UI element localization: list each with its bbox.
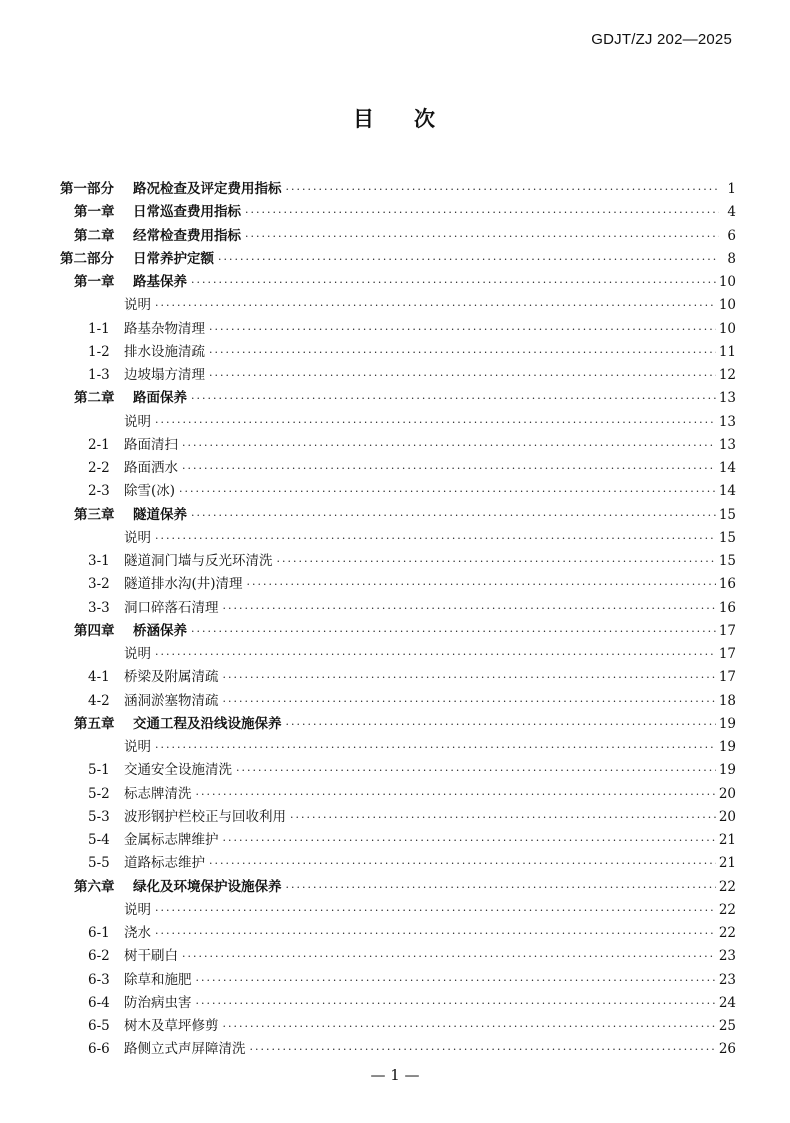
toc-entry-page: 18 xyxy=(718,692,736,709)
toc-entry[interactable] xyxy=(60,783,736,806)
toc-entry-page: 1 xyxy=(727,181,736,197)
toc-entry-number: 6-6 xyxy=(88,1041,110,1058)
toc-entry-label: 边坡塌方清理 xyxy=(124,367,205,383)
toc-entry-page: 20 xyxy=(718,808,736,825)
toc-entry[interactable] xyxy=(60,899,736,922)
toc-entry[interactable] xyxy=(60,1038,736,1061)
toc-entry-label: 日常养护定额 xyxy=(133,250,214,267)
toc-entry[interactable] xyxy=(60,294,736,317)
document-code: GDJT/ZJ 202—2025 xyxy=(591,31,732,48)
toc-entry[interactable] xyxy=(60,550,736,573)
toc-entry-label: 路侧立式声屏障清洗 xyxy=(124,1041,246,1058)
toc-entry[interactable] xyxy=(60,341,736,364)
toc-entry-label: 说明 xyxy=(124,901,151,918)
toc-entry[interactable] xyxy=(60,411,736,434)
toc-entry-number: 6-5 xyxy=(88,1018,110,1034)
dot-leader xyxy=(155,736,716,759)
toc-entry-page: 12 xyxy=(718,367,736,383)
dot-leader xyxy=(191,504,716,527)
toc-entry-label: 标志牌清洗 xyxy=(124,785,192,802)
dot-leader xyxy=(209,364,716,387)
toc-entry-page: 15 xyxy=(718,506,736,523)
toc-entry-page: 6 xyxy=(727,227,736,244)
dot-leader xyxy=(155,899,716,922)
toc-entry[interactable] xyxy=(60,736,736,759)
toc-entry-label: 树木及草坪修剪 xyxy=(124,1018,219,1034)
toc-entry-page: 19 xyxy=(718,762,736,779)
toc-entry-page: 17 xyxy=(718,646,736,662)
toc-entry[interactable] xyxy=(60,527,736,550)
toc-entry-number: 第一部分 xyxy=(60,181,114,197)
toc-entry[interactable] xyxy=(60,922,736,945)
dot-leader xyxy=(286,178,720,201)
dot-leader xyxy=(209,318,716,341)
dot-leader xyxy=(209,852,716,875)
toc-entry[interactable] xyxy=(60,1015,736,1038)
title-char-2: 次 xyxy=(414,107,437,131)
toc-entry-label: 防治病虫害 xyxy=(124,994,192,1011)
toc-entry-page: 19 xyxy=(718,715,736,732)
toc-entry-label: 说明 xyxy=(124,739,151,755)
toc-entry[interactable] xyxy=(60,829,736,852)
toc-entry[interactable] xyxy=(60,597,736,620)
dot-leader xyxy=(247,573,716,596)
toc-entry-label: 排水设施清疏 xyxy=(124,343,205,360)
dot-leader xyxy=(223,597,716,620)
toc-entry-page: 16 xyxy=(718,599,736,616)
toc-entry-number: 第二章 xyxy=(74,390,115,407)
toc-entry-label: 路况检查及评定费用指标 xyxy=(133,181,282,197)
toc-entry-number: 第一章 xyxy=(74,204,115,221)
dot-leader xyxy=(250,1038,716,1061)
toc-entry[interactable] xyxy=(60,364,736,387)
dot-leader xyxy=(286,713,716,736)
toc-entry[interactable] xyxy=(60,248,736,271)
dot-leader xyxy=(196,969,716,992)
toc-entry[interactable] xyxy=(60,666,736,689)
dot-leader xyxy=(182,945,716,968)
toc-entry[interactable] xyxy=(60,573,736,596)
toc-entry[interactable] xyxy=(60,690,736,713)
toc-entry-number: 5-4 xyxy=(88,832,110,848)
toc-entry-label: 金属标志牌维护 xyxy=(124,832,219,848)
dot-leader xyxy=(155,294,716,317)
toc-entry-label: 涵洞淤塞物清疏 xyxy=(124,692,219,709)
toc-entry-number: 4-1 xyxy=(88,669,110,686)
toc-entry[interactable] xyxy=(60,318,736,341)
toc-entry-number: 第二章 xyxy=(74,227,115,244)
toc-entry-page: 17 xyxy=(718,622,736,639)
toc-entry-label: 除雪(冰) xyxy=(124,483,176,500)
dot-leader xyxy=(155,643,716,666)
toc-entry[interactable] xyxy=(60,201,736,224)
toc-entry-label: 说明 xyxy=(124,646,151,662)
toc-entry-number: 6-3 xyxy=(88,971,110,988)
toc-entry-number: 第三章 xyxy=(74,506,115,523)
dot-leader xyxy=(155,527,716,550)
toc-entry[interactable] xyxy=(60,852,736,875)
dot-leader xyxy=(286,876,716,899)
toc-entry[interactable] xyxy=(60,992,736,1015)
toc-entry-number: 5-5 xyxy=(88,855,110,872)
toc-entry-page: 14 xyxy=(718,460,736,476)
toc-entry-page: 15 xyxy=(718,529,736,546)
toc-entry-number: 3-2 xyxy=(88,576,110,593)
toc-entry-number: 2-2 xyxy=(88,460,110,476)
toc-entry-label: 浇水 xyxy=(124,925,151,941)
toc-entry-page: 21 xyxy=(718,855,736,872)
toc-entry-number: 第六章 xyxy=(74,878,115,895)
table-of-contents xyxy=(60,178,736,1062)
toc-entry-number: 5-2 xyxy=(88,785,110,802)
toc-entry-number: 第四章 xyxy=(74,622,115,639)
toc-entry-label: 隧道保养 xyxy=(133,506,187,523)
toc-entry[interactable] xyxy=(60,434,736,457)
dot-leader xyxy=(191,271,716,294)
toc-entry-page: 25 xyxy=(718,1018,736,1034)
toc-entry-page: 13 xyxy=(718,390,736,407)
toc-entry-label: 路面保养 xyxy=(133,390,187,407)
toc-entry-number: 1-2 xyxy=(88,343,110,360)
dot-leader xyxy=(182,434,716,457)
toc-entry-label: 隧道排水沟(井)清理 xyxy=(124,576,243,593)
toc-entry-label: 除草和施肥 xyxy=(124,971,192,988)
toc-entry-page: 16 xyxy=(718,576,736,593)
toc-entry-label: 说明 xyxy=(124,413,151,430)
toc-entry[interactable] xyxy=(60,713,736,736)
toc-entry-label: 洞口碎落石清理 xyxy=(124,599,219,616)
toc-entry-page: 22 xyxy=(718,878,736,895)
dot-leader xyxy=(179,480,716,503)
toc-entry-label: 树干刷白 xyxy=(124,948,178,965)
toc-entry[interactable] xyxy=(60,643,736,666)
page-title xyxy=(0,103,790,133)
toc-entry-number: 1-1 xyxy=(88,320,110,337)
toc-entry-number: 3-3 xyxy=(88,599,110,616)
toc-entry-label: 道路标志维护 xyxy=(124,855,205,872)
toc-entry[interactable] xyxy=(60,387,736,410)
dot-leader xyxy=(290,806,716,829)
toc-entry-page: 10 xyxy=(718,320,736,337)
dot-leader xyxy=(236,759,716,782)
toc-entry-page: 21 xyxy=(718,832,736,848)
toc-entry-page: 23 xyxy=(718,971,736,988)
toc-entry-number: 3-1 xyxy=(88,553,110,569)
toc-entry[interactable] xyxy=(60,178,736,201)
dot-leader xyxy=(196,783,716,806)
toc-entry-label: 路面洒水 xyxy=(124,460,178,476)
toc-entry-number: 2-1 xyxy=(88,436,110,453)
toc-entry-label: 路基保养 xyxy=(133,274,187,290)
toc-entry[interactable] xyxy=(60,480,736,503)
toc-entry-label: 路基杂物清理 xyxy=(124,320,205,337)
dot-leader xyxy=(277,550,716,573)
toc-entry-number: 5-3 xyxy=(88,808,110,825)
toc-entry-label: 交通工程及沿线设施保养 xyxy=(133,715,282,732)
toc-entry[interactable] xyxy=(60,969,736,992)
toc-entry-label: 桥梁及附属清疏 xyxy=(124,669,219,686)
dot-leader xyxy=(245,201,719,224)
page-number: — 1 — xyxy=(370,1066,420,1084)
toc-entry[interactable] xyxy=(60,620,736,643)
toc-entry-label: 波形钢护栏校正与回收利用 xyxy=(124,808,286,825)
dot-leader xyxy=(209,341,716,364)
toc-entry-label: 经常检查费用指标 xyxy=(133,227,241,244)
toc-entry-number: 6-4 xyxy=(88,994,110,1011)
dot-leader xyxy=(155,411,716,434)
toc-entry-number: 4-2 xyxy=(88,692,110,709)
toc-entry-page: 13 xyxy=(718,436,736,453)
toc-entry-label: 说明 xyxy=(124,529,151,546)
toc-entry[interactable] xyxy=(60,759,736,782)
toc-entry-page: 23 xyxy=(718,948,736,965)
dot-leader xyxy=(196,992,716,1015)
toc-entry-page: 10 xyxy=(718,297,736,314)
toc-entry-label: 说明 xyxy=(124,297,151,314)
toc-entry[interactable] xyxy=(60,876,736,899)
dot-leader xyxy=(191,387,716,410)
dot-leader xyxy=(223,666,716,689)
toc-entry-page: 22 xyxy=(718,925,736,941)
toc-entry-page: 13 xyxy=(718,413,736,430)
toc-entry[interactable] xyxy=(60,945,736,968)
toc-entry-label: 路面清扫 xyxy=(124,436,178,453)
toc-entry-page: 20 xyxy=(718,785,736,802)
toc-entry-page: 15 xyxy=(718,553,736,569)
dot-leader xyxy=(245,225,719,248)
dot-leader xyxy=(182,457,716,480)
toc-entry[interactable] xyxy=(60,271,736,294)
dot-leader xyxy=(191,620,716,643)
dot-leader xyxy=(223,829,716,852)
toc-entry-page: 22 xyxy=(718,901,736,918)
toc-entry-page: 14 xyxy=(718,483,736,500)
toc-entry-page: 4 xyxy=(727,204,736,221)
dot-leader xyxy=(223,690,716,713)
toc-entry-number: 第二部分 xyxy=(60,250,114,267)
toc-entry-page: 24 xyxy=(718,994,736,1011)
toc-entry-number: 6-1 xyxy=(88,925,110,941)
toc-entry-number: 第一章 xyxy=(74,274,115,290)
toc-entry[interactable] xyxy=(60,225,736,248)
toc-entry-label: 隧道洞门墙与反光环清洗 xyxy=(124,553,273,569)
toc-entry-label: 桥涵保养 xyxy=(133,622,187,639)
toc-entry-page: 17 xyxy=(718,669,736,686)
dot-leader xyxy=(223,1015,716,1038)
toc-entry-label: 交通安全设施清洗 xyxy=(124,762,232,779)
toc-entry-number: 1-3 xyxy=(88,367,110,383)
toc-entry[interactable] xyxy=(60,457,736,480)
dot-leader xyxy=(155,922,716,945)
toc-entry-page: 11 xyxy=(718,343,736,360)
toc-entry-page: 19 xyxy=(718,739,736,755)
toc-entry[interactable] xyxy=(60,806,736,829)
dot-leader xyxy=(218,248,719,271)
toc-entry-number: 2-3 xyxy=(88,483,110,500)
title-char-1: 目 xyxy=(353,107,376,131)
toc-entry-page: 8 xyxy=(727,250,736,267)
toc-entry-page: 26 xyxy=(718,1041,736,1058)
toc-entry[interactable] xyxy=(60,504,736,527)
toc-entry-number: 5-1 xyxy=(88,762,110,779)
toc-entry-number: 6-2 xyxy=(88,948,110,965)
toc-entry-label: 绿化及环境保护设施保养 xyxy=(133,878,282,895)
toc-entry-label: 日常巡查费用指标 xyxy=(133,204,241,221)
toc-entry-number: 第五章 xyxy=(74,715,115,732)
toc-entry-page: 10 xyxy=(718,274,736,290)
